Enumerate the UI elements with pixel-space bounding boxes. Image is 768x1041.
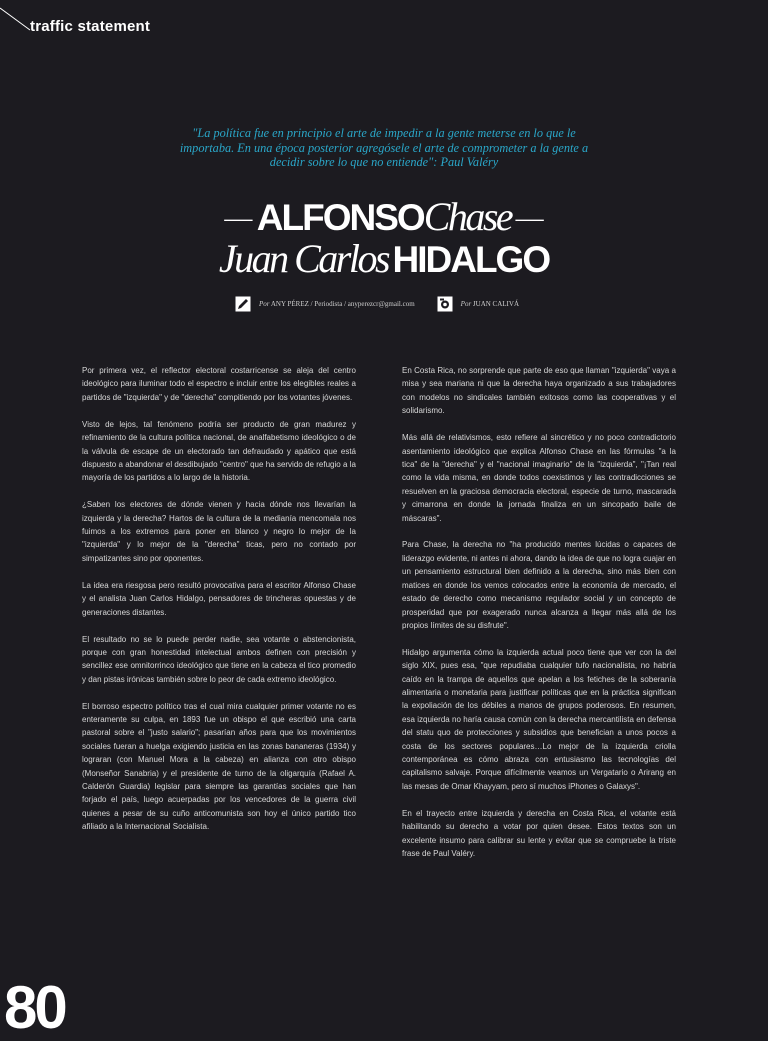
paragraph: En Costa Rica, no sorprende que parte de eso que llaman "izquierda" vaya a misa y sea mariana ni que la derecha haya organizado a sus trabajadores con modelos no sindicales también exitosos como las cooperativas y el solidarismo. — [402, 366, 676, 416]
body-column-left — [82, 364, 356, 847]
pen-icon — [235, 296, 251, 312]
paragraph: Para Chase, la derecha no "ha producido mentes lúcidas o capaces de liderazgo evidente, ni antes ni ahora, dando la idea de que no logra cuajar en un pensamiento estructural bien definido a la derecha, sino más bien con matices en donde los vemos colocados entre la economía de mercado, el estado de derecho como mecanismo regulador social y un concepto de prosperidad que por exagerado nunca alcanza a llegar más allá de los propios límites de su disfrute". — [402, 540, 676, 630]
title-name-2-italic: Juan Carlos — [218, 236, 389, 281]
byline-writer — [259, 300, 415, 308]
article-title — [0, 196, 768, 280]
page-number: 80 — [4, 974, 65, 1041]
byline — [0, 294, 768, 314]
byline-photo-prefix: Por — [460, 300, 472, 308]
paragraph: El borroso espectro político tras el cual mira cualquier primer votante no es enteramente su culpa, en 1893 fue un obispo el que escribió una carta pastoral sobre el "justo salario"; pasarían años para que los movimientos sociales fueran a huelga exigiendo justicia en las zonas bananeras (1934) y lograran (con Manuel Mora a la cabeza) en alianza con otro obispo (Monseñor Sanabria) y el presidente de turno de la oligarquía (Rafael A. Calderón Guardia) legislar para siempre las garantías sociales que han forjado el país, luego acuerpadas por los vencedores de la guerra civil quienes a pesar de su cuño anticomunista son hoy el único partido tico afiliado a la Internacional Socialista. — [82, 701, 356, 832]
body-column-right — [402, 364, 676, 874]
camera-icon — [437, 296, 453, 312]
title-name-1-italic: Chase — [423, 194, 512, 239]
title-name-2-bold: HIDALGO — [392, 239, 550, 280]
byline-writer-prefix: Por — [258, 300, 270, 308]
paragraph: La idea era riesgosa pero resultó provocativa para el escritor Alfonso Chase y el analista Juan Carlos Hidalgo, pensadores de trincheras opuestas y de generaciones distantes. — [82, 580, 356, 617]
byline-writer-name: ANY PÉREZ / Periodista / anyperezcr@gmail.com — [270, 300, 415, 308]
paragraph: En el trayecto entre izquierda y derecha en Costa Rica, el votante está habilitando su derecho a votar por quien desee. Estos textos son un excelente insumo para calibrar su lente y evitar que se compruebe la triste frase de Paul Valéry. — [402, 808, 676, 858]
section-label: traffic statement — [30, 18, 151, 35]
title-name-1-bold: ALFONSO — [256, 197, 424, 238]
paragraph: ¿Saben los electores de dónde vienen y hacia dónde nos llevarían la izquierda y la derecha? Hartos de la cultura de la medianía mencomala nos fuimos a los extremos para poner en blanco y negro lo mejor de la "izquierda" y lo mejor de la "derecha" ticas, pero no contado por simpatizantes sino por oponentes. — [82, 500, 356, 563]
title-line-2 — [0, 238, 768, 280]
paragraph: Visto de lejos, tal fenómeno podría ser producto de gran madurez y refinamiento de la cultura política nacional, de analfabetismo ideológico o de la válvula de escape de un electorado tan defraudado y apático que está dispuesto a abandonar el desdibujado "centro" que ha servido de refugio a la mayoría de los partidos a lo largo de la historia. — [82, 419, 356, 483]
byline-photographer — [461, 300, 519, 308]
epigraph-quote: "La política fue en principio el arte de impedir a la gente meterse en lo que le importaba. En una época posterior agregósele el arte de comprometer a la gente a decidir sobre lo que no entiende": Paul Valéry — [179, 126, 589, 169]
byline-photographer-name: JUAN CALIVÁ — [472, 300, 520, 308]
paragraph: Por primera vez, el reflector electoral costarricense se aleja del centro ideológico para iluminar todo el espectro e incluir entre los elegibles reales a partidos de "izquierda" y de "derecha" compitiendo por los votantes jóvenes. — [82, 366, 356, 402]
paragraph: Hidalgo argumenta cómo la izquierda actual poco tiene que ver con la del siglo XIX, pues esa, "que repudiaba cualquier tufo nacionalista, no habría caído en la trampa de aquellos que apelan a los fetiches de la soberanía alimentaria o monetaria para justificar políticas que en la práctica significan la expoliación de los débiles a manos de grupos poderosos. En resumen, esa izquierda no haría causa común con la derecha mercantilista en defensa del statu quo de protecciones y subsidios que benefician a unos pocos a costa de los sectores populares…Lo mejor de la izquierda criolla contemporánea es cómo abraza con entusiasmo las tecnologías del capitalismo salvaje. Porque difícilmente veamos un Vergatario o Arirang en las mesas de Omar Khayyam, pero sí muchos iPhones o Galaxys". — [402, 647, 676, 791]
title-dash-right: — — [515, 203, 544, 234]
title-line-1 — [0, 196, 768, 238]
paragraph: Más allá de relativismos, esto refiere al sincrético y no poco contradictorio asentamiento ideológico que explica Alfonso Chase en las fórmulas "a la tica" de la "derecha" y el "nacional imaginario" de la "izquierda", "¡Tan real como la vida misma, en donde todos coexistimos y las contradicciones se resuelven en la graciosa democracia electoral, especie de turno, mascarada y cimarrona en donde la jornada finaliza en un sincopado baile de máscaras". — [402, 433, 676, 523]
paragraph: El resultado no se lo puede perder nadie, sea votante o abstencionista, porque con gran honestidad intelectual ambos definen con precisión y sencillez ese omnitorrinco ideológico que tiene en la cabeza el tico promedio y dan pistas irónicas también sobre lo peor de cada extremo ideológico. — [82, 634, 356, 684]
title-dash-left: — — [224, 203, 253, 234]
